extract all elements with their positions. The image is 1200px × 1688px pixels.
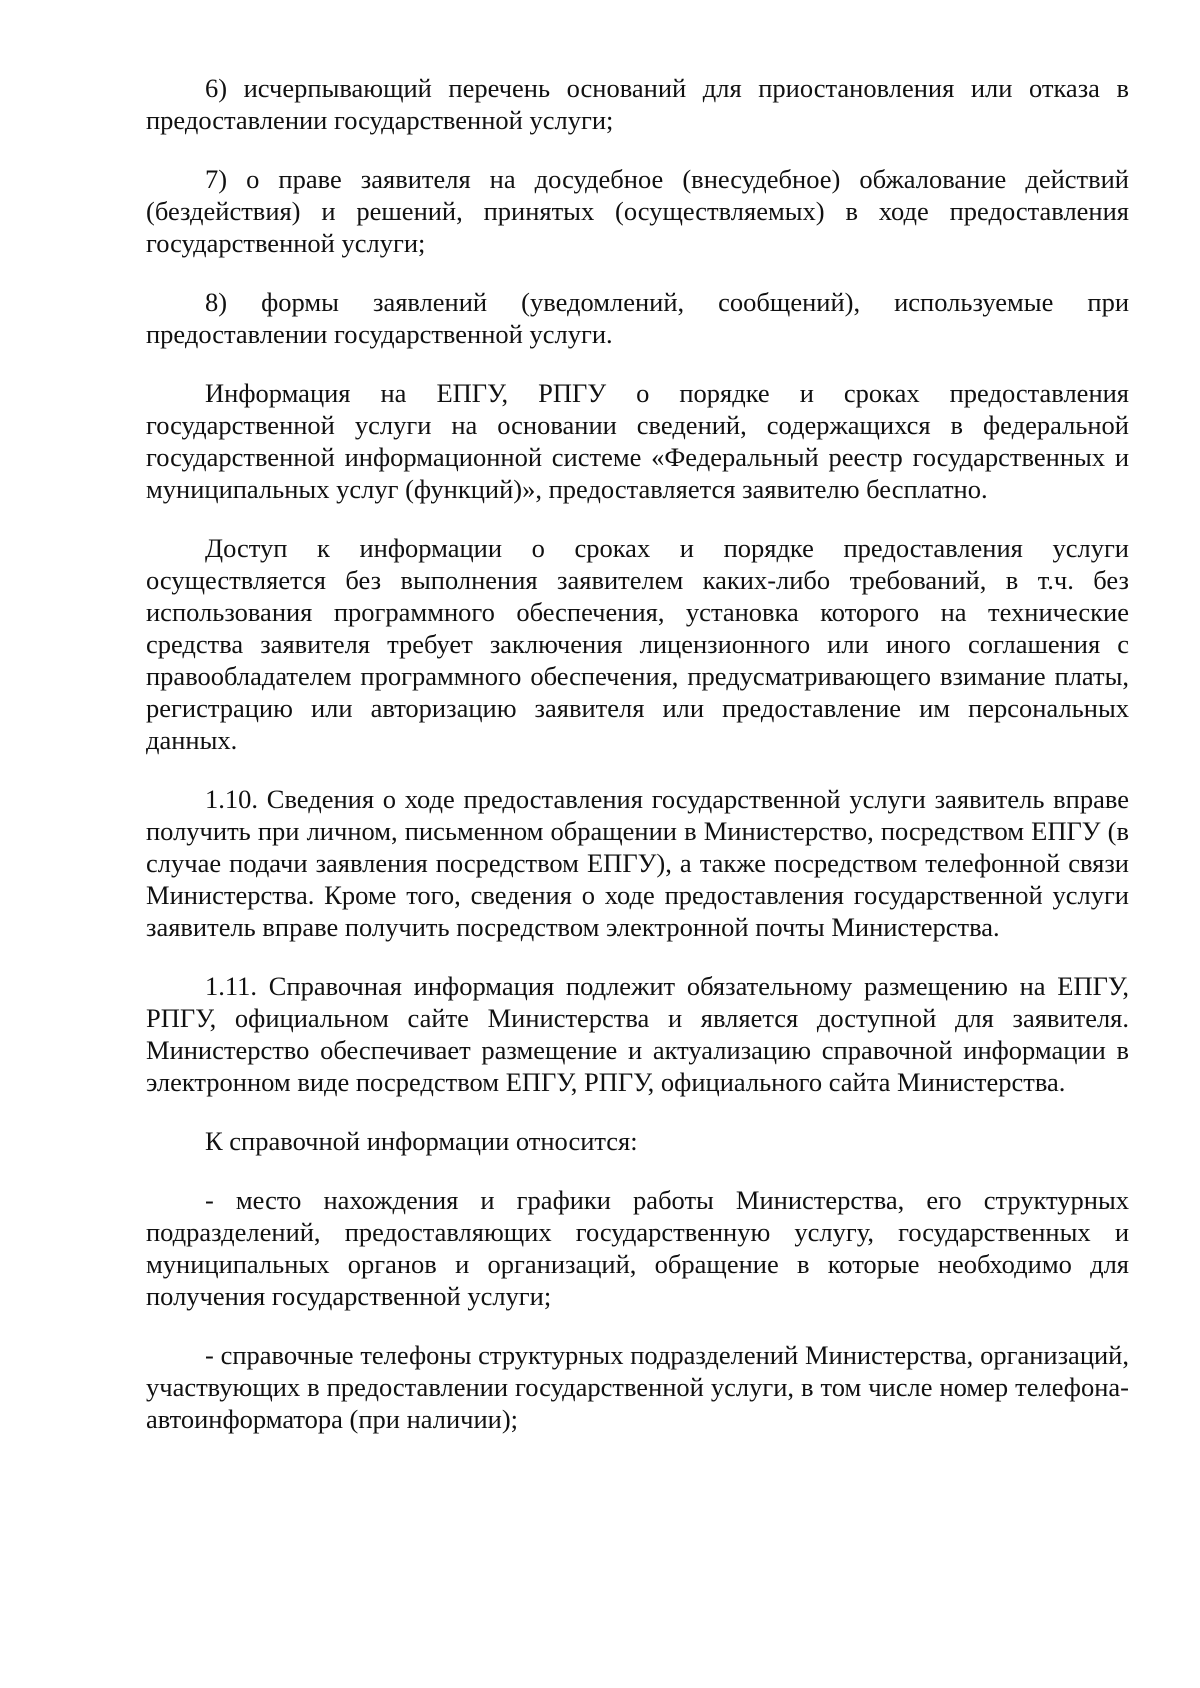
paragraph-1-10: 1.10. Сведения о ходе предоставления государственной услуги заявитель вправе получить при личном, письменном обращении в Министерство, посредством ЕПГУ (в случае подачи заявления посредством ЕПГУ), а также посредством телефонной связи Министерства. Кроме того, сведения о ходе предоставления государственной услуги заявитель вправе получить посредством электронной почты Министерства. (146, 784, 1129, 942)
paragraph-reference-phones: - справочные телефоны структурных подразделений Министерства, организаций, участвующих в предоставлении государственной услуги, в том числе номер телефона-автоинформатора (при наличии); (146, 1340, 1129, 1434)
paragraph-reference-info-heading: К справочной информации относится: (205, 1126, 638, 1156)
paragraph-item-7: 7) о праве заявителя на досудебное (внесудебное) обжалование действий (бездействия) и решений, принятых (осуществляемых) в ходе предоставления государственной услуги; (146, 164, 1129, 258)
paragraph-item-6: 6) исчерпывающий перечень оснований для приостановления или отказа в предоставлении государственной услуги; (146, 73, 1129, 135)
paragraph-info-epgu: Информация на ЕПГУ, РПГУ о порядке и сроках предоставления государственной услуги на основании сведений, содержащихся в федеральной государственной информационной системе «Федеральный реестр государственных и муниципальных услуг (функций)», предоставляется заявителю бесплатно. (146, 378, 1129, 504)
paragraph-1-11: 1.11. Справочная информация подлежит обязательному размещению на ЕПГУ, РПГУ, официальном сайте Министерства и является доступной для заявителя. Министерство обеспечивает размещение и актуализацию справочной информации в электронном виде посредством ЕПГУ, РПГУ, официального сайта Министерства. (146, 971, 1129, 1097)
paragraph-access-info: Доступ к информации о сроках и порядке предоставления услуги осуществляется без выполнения заявителем каких-либо требований, в т.ч. без использования программного обеспечения, установка которого на технические средства заявителя требует заключения лицензионного или иного соглашения с правообладателем программного обеспечения, предусматривающего взимание платы, регистрацию или авторизацию заявителя или предоставление им персональных данных. (146, 533, 1129, 755)
paragraph-location-schedule: - место нахождения и графики работы Министерства, его структурных подразделений, предоставляющих государственную услугу, государственных и муниципальных органов и организаций, обращение в которые необходимо для получения государственной услуги; (146, 1185, 1129, 1311)
paragraph-item-8: 8) формы заявлений (уведомлений, сообщений), используемые при предоставлении государственной услуги. (146, 287, 1129, 349)
document-body (146, 72, 1129, 1462)
